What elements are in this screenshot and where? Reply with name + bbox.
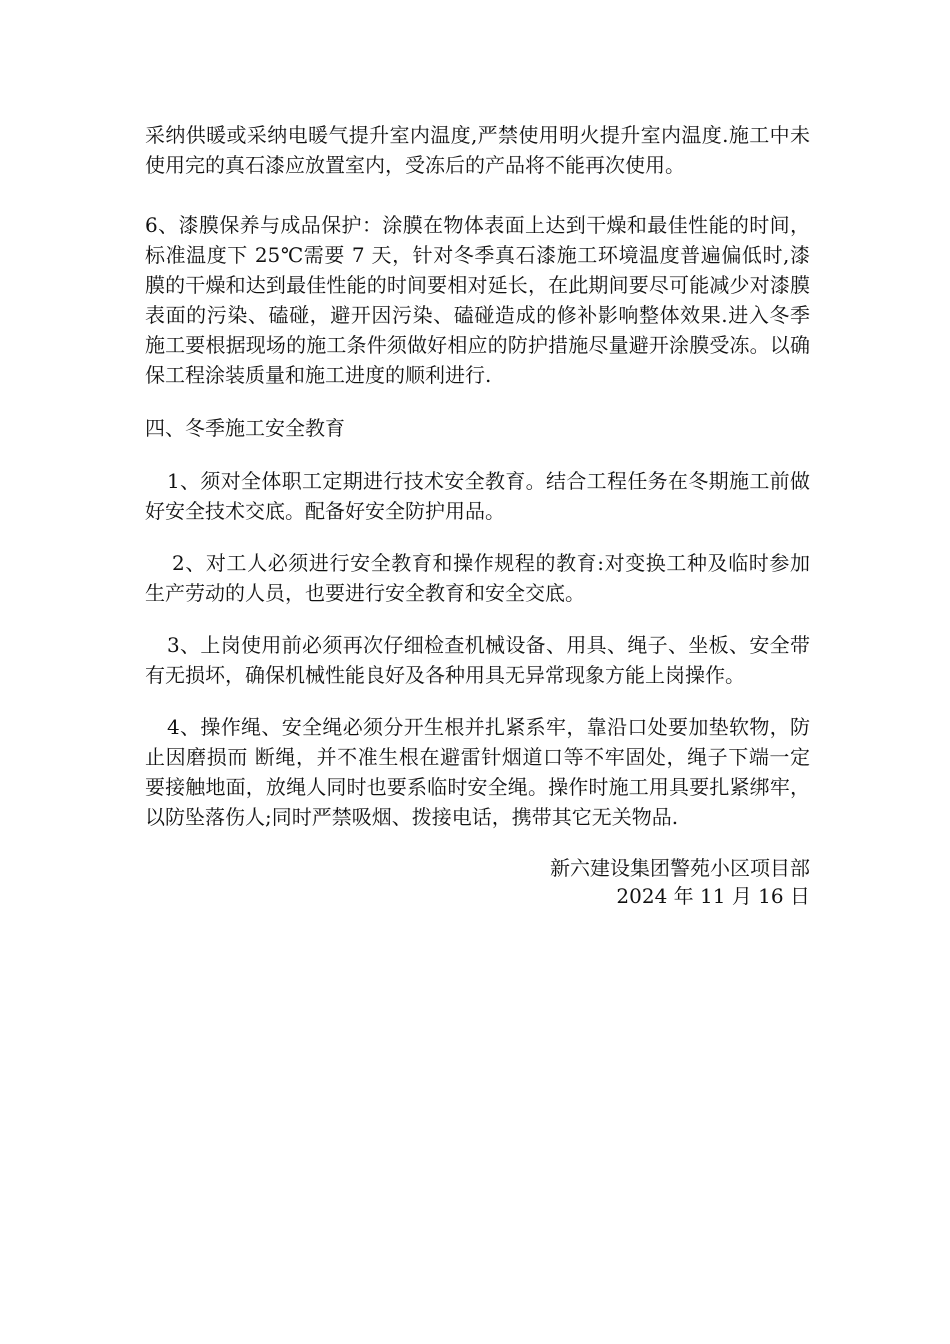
signature-organization: 新六建设集团警苑小区项目部 xyxy=(550,856,810,880)
section-heading-safety-education: 四、冬季施工安全教育 xyxy=(145,416,345,440)
intro-paragraph: 采纳供暖或采纳电暖气提升室内温度,严禁使用明火提升室内温度.施工中未使用完的真石漆应放置室内，受冻后的产品将不能再次使用。 xyxy=(145,123,810,177)
safety-item-3: 3、上岗使用前必须再次仔细检查机械设备、用具、绳子、坐板、安全带有无损坏，确保机械性能良好及各种用具无异常现象方能上岗操作。 xyxy=(145,633,810,687)
safety-item-1: 1、须对全体职工定期进行技术安全教育。结合工程任务在冬期施工前做好安全技术交底。配备好安全防护用品。 xyxy=(145,469,810,523)
signature-block xyxy=(145,854,810,910)
safety-item-2: 2、对工人必须进行安全教育和操作规程的教育:对变换工种及临时参加生产劳动的人员，也要进行安全教育和安全交底。 xyxy=(145,551,810,605)
signature-date: 2024 年 11 月 16 日 xyxy=(616,884,810,908)
document-page xyxy=(145,120,810,910)
safety-item-4: 4、操作绳、安全绳必须分开生根并扎紧系牢，靠沿口处要加垫软物，防止因磨损而 断绳，并不准生根在避雷针烟道口等不牢固处，绳子下端一定要接触地面，放绳人同时也要系临时安全绳。操作时施工用具要扎紧绑牢，以防坠落伤人;同时严禁吸烟、拨接电话，携带其它无关物品. xyxy=(145,715,810,829)
paragraph-6-coating-protection: 6、漆膜保养与成品保护：涂膜在物体表面上达到干燥和最佳性能的时间，标准温度下 25℃需要 7 天，针对冬季真石漆施工环境温度普遍偏低时,漆膜的干燥和达到最佳性能的时间要相对延长，在此期间要尽可能减少对漆膜表面的污染、磕碰，避开因污染、磕碰造成的修补影响整体效果.进入冬季施工要根据现场的施工条件须做好相应的防护措施尽量避开涂膜受冻。以确保工程涂装质量和施工进度的顺利进行. xyxy=(145,213,810,387)
